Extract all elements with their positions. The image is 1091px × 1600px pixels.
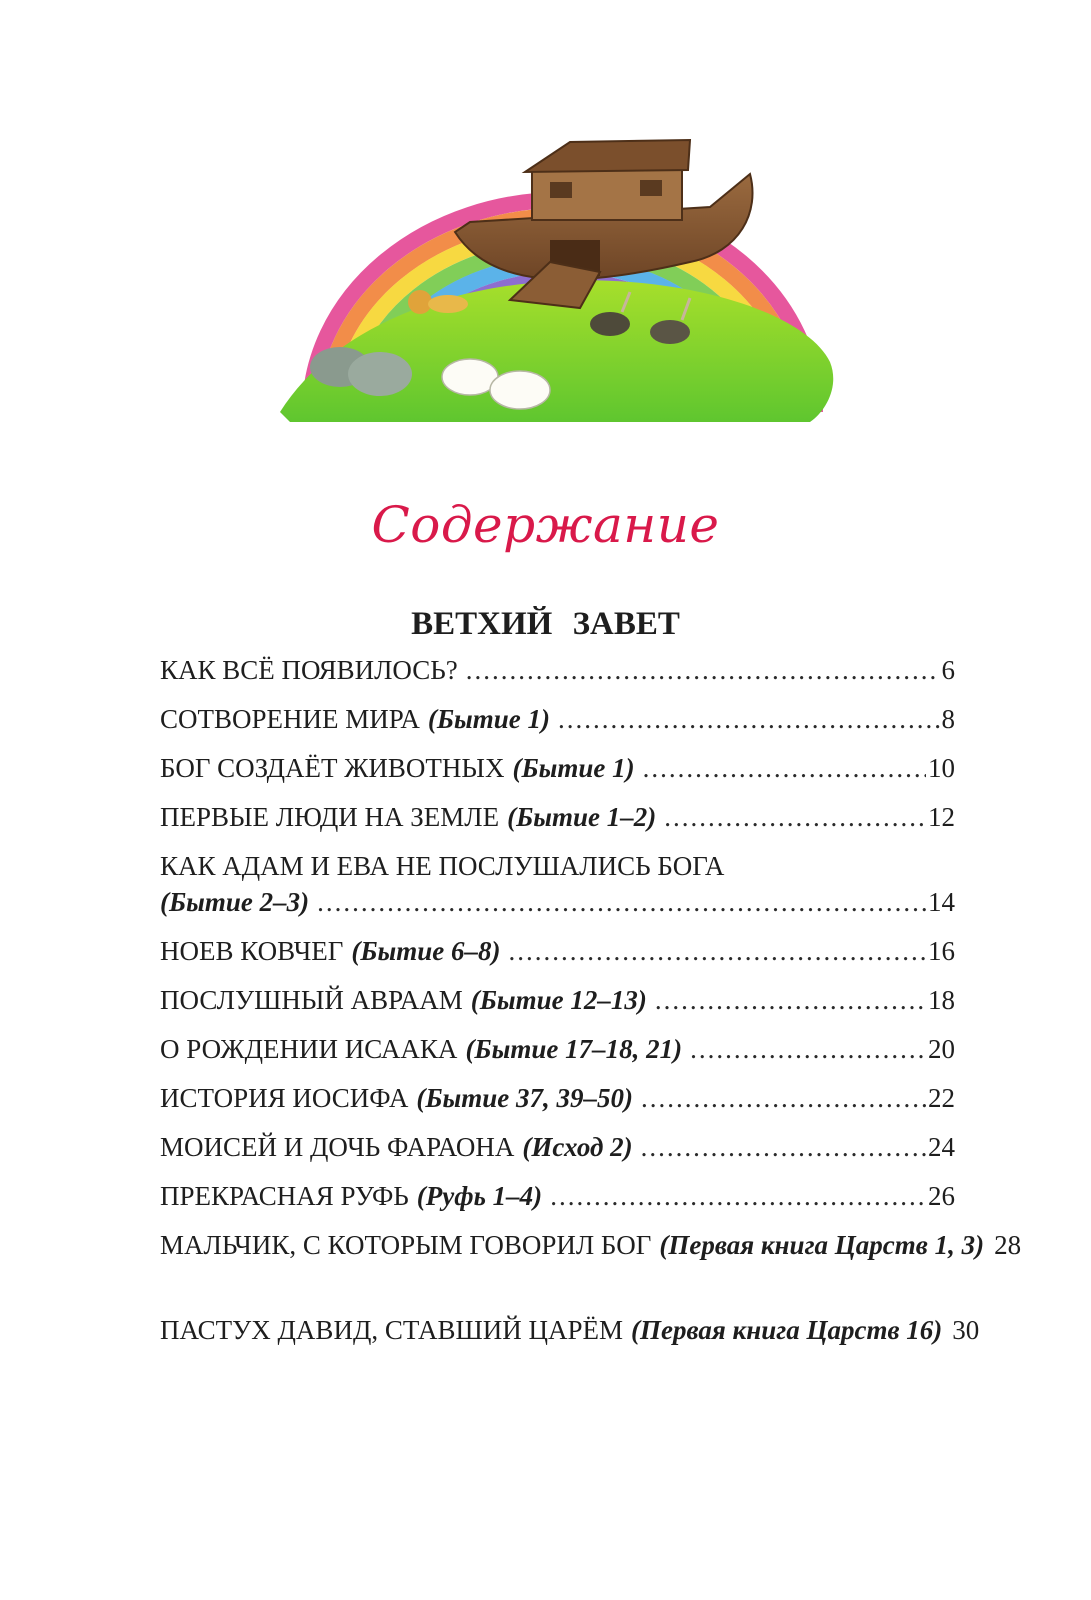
toc-entry-page: 8 bbox=[941, 704, 955, 734]
toc-entry[interactable] bbox=[160, 750, 955, 786]
toc-entry-title: ПОСЛУШНЫЙ АВРААМ bbox=[160, 985, 463, 1015]
toc-entry-title: ИСТОРИЯ ИОСИФА bbox=[160, 1083, 409, 1113]
toc-entry-reference: (Первая книга Царств 16) bbox=[631, 1315, 943, 1345]
toc-entry-title: СОТВОРЕНИЕ МИРА bbox=[160, 704, 420, 734]
toc-entry-reference: (Первая книга Царств 1, 3) bbox=[659, 1230, 985, 1260]
toc-entry-page: 20 bbox=[928, 1034, 955, 1064]
dot-leader bbox=[509, 933, 926, 969]
toc-entry[interactable] bbox=[160, 1031, 955, 1067]
toc-title: Содержание bbox=[371, 496, 720, 554]
toc-entry-title: ПАСТУХ ДАВИД, СТАВШИЙ ЦАРЁМ bbox=[160, 1315, 624, 1345]
toc-entry-reference: (Бытие 17–18, 21) bbox=[465, 1034, 683, 1064]
toc-entry[interactable] bbox=[160, 701, 955, 737]
dot-leader bbox=[317, 884, 926, 920]
toc-entry-reference: (Бытие 1) bbox=[512, 753, 635, 783]
toc-entry-reference: (Исход 2) bbox=[522, 1132, 633, 1162]
toc-entry-page: 6 bbox=[941, 655, 955, 685]
dot-leader bbox=[558, 701, 940, 737]
dot-leader bbox=[690, 1031, 926, 1067]
toc-entry-reference: (Бытие 12–13) bbox=[470, 985, 647, 1015]
toc-entry-title: ПЕРВЫЕ ЛЮДИ НА ЗЕМЛЕ bbox=[160, 802, 500, 832]
toc-entry-page: 24 bbox=[928, 1132, 955, 1162]
toc-entry-reference: (Бытие 6–8) bbox=[351, 936, 501, 966]
toc-entry[interactable] bbox=[160, 848, 955, 920]
toc-entry-title: МОИСЕЙ И ДОЧЬ ФАРАОНА bbox=[160, 1132, 515, 1162]
dot-leader bbox=[655, 982, 926, 1018]
toc-entry-page: 14 bbox=[928, 887, 955, 917]
toc-entry[interactable] bbox=[160, 652, 955, 688]
toc-entry-reference: (Бытие 1–2) bbox=[507, 802, 657, 832]
section-heading: ВЕТХИЙ ЗАВЕТ bbox=[411, 606, 680, 642]
toc-entry[interactable] bbox=[160, 1227, 1022, 1263]
toc-entry[interactable] bbox=[160, 982, 955, 1018]
toc-entry-page: 26 bbox=[928, 1181, 955, 1211]
toc-entry-reference: (Бытие 2–3) bbox=[160, 887, 310, 917]
dot-leader bbox=[664, 799, 926, 835]
toc-entry-page: 16 bbox=[928, 936, 955, 966]
toc-entry-reference: (Руфь 1–4) bbox=[416, 1181, 543, 1211]
toc-entry[interactable] bbox=[160, 1178, 955, 1214]
toc-entry-title: МАЛЬЧИК, С КОТОРЫМ ГОВОРИЛ БОГ bbox=[160, 1230, 652, 1260]
toc-entry-title: НОЕВ КОВЧЕГ bbox=[160, 936, 344, 966]
toc-entry[interactable] bbox=[160, 1080, 955, 1116]
dot-leader bbox=[641, 1080, 926, 1116]
dot-leader bbox=[466, 652, 940, 688]
noahs-ark-illustration bbox=[270, 112, 850, 442]
toc-entry-title: О РОЖДЕНИИ ИСААКА bbox=[160, 1034, 458, 1064]
toc-entry-reference: (Бытие 37, 39–50) bbox=[416, 1083, 634, 1113]
toc-entry-title: БОГ СОЗДАЁТ ЖИВОТНЫХ bbox=[160, 753, 505, 783]
toc-entry[interactable] bbox=[160, 1312, 980, 1348]
toc-entry-page: 28 bbox=[994, 1230, 1022, 1260]
toc-entry-title: КАК АДАМ И ЕВА НЕ ПОСЛУШАЛИСЬ БОГА bbox=[160, 851, 725, 881]
toc-entry-page: 12 bbox=[928, 802, 955, 832]
toc-entry-page: 10 bbox=[928, 753, 955, 783]
toc-entry-title: ПРЕКРАСНАЯ РУФЬ bbox=[160, 1181, 409, 1211]
toc-entry-page: 22 bbox=[928, 1083, 955, 1113]
toc-entry-title: КАК ВСЁ ПОЯВИЛОСЬ? bbox=[160, 655, 458, 685]
toc-entry[interactable] bbox=[160, 933, 955, 969]
toc-entry-page: 18 bbox=[928, 985, 955, 1015]
toc-entry-reference: (Бытие 1) bbox=[427, 704, 550, 734]
dot-leader bbox=[550, 1178, 926, 1214]
toc-entry[interactable] bbox=[160, 1129, 955, 1165]
dot-leader bbox=[643, 750, 926, 786]
toc-entry[interactable] bbox=[160, 799, 955, 835]
toc-entry-page: 30 bbox=[952, 1315, 980, 1345]
dot-leader bbox=[641, 1129, 926, 1165]
